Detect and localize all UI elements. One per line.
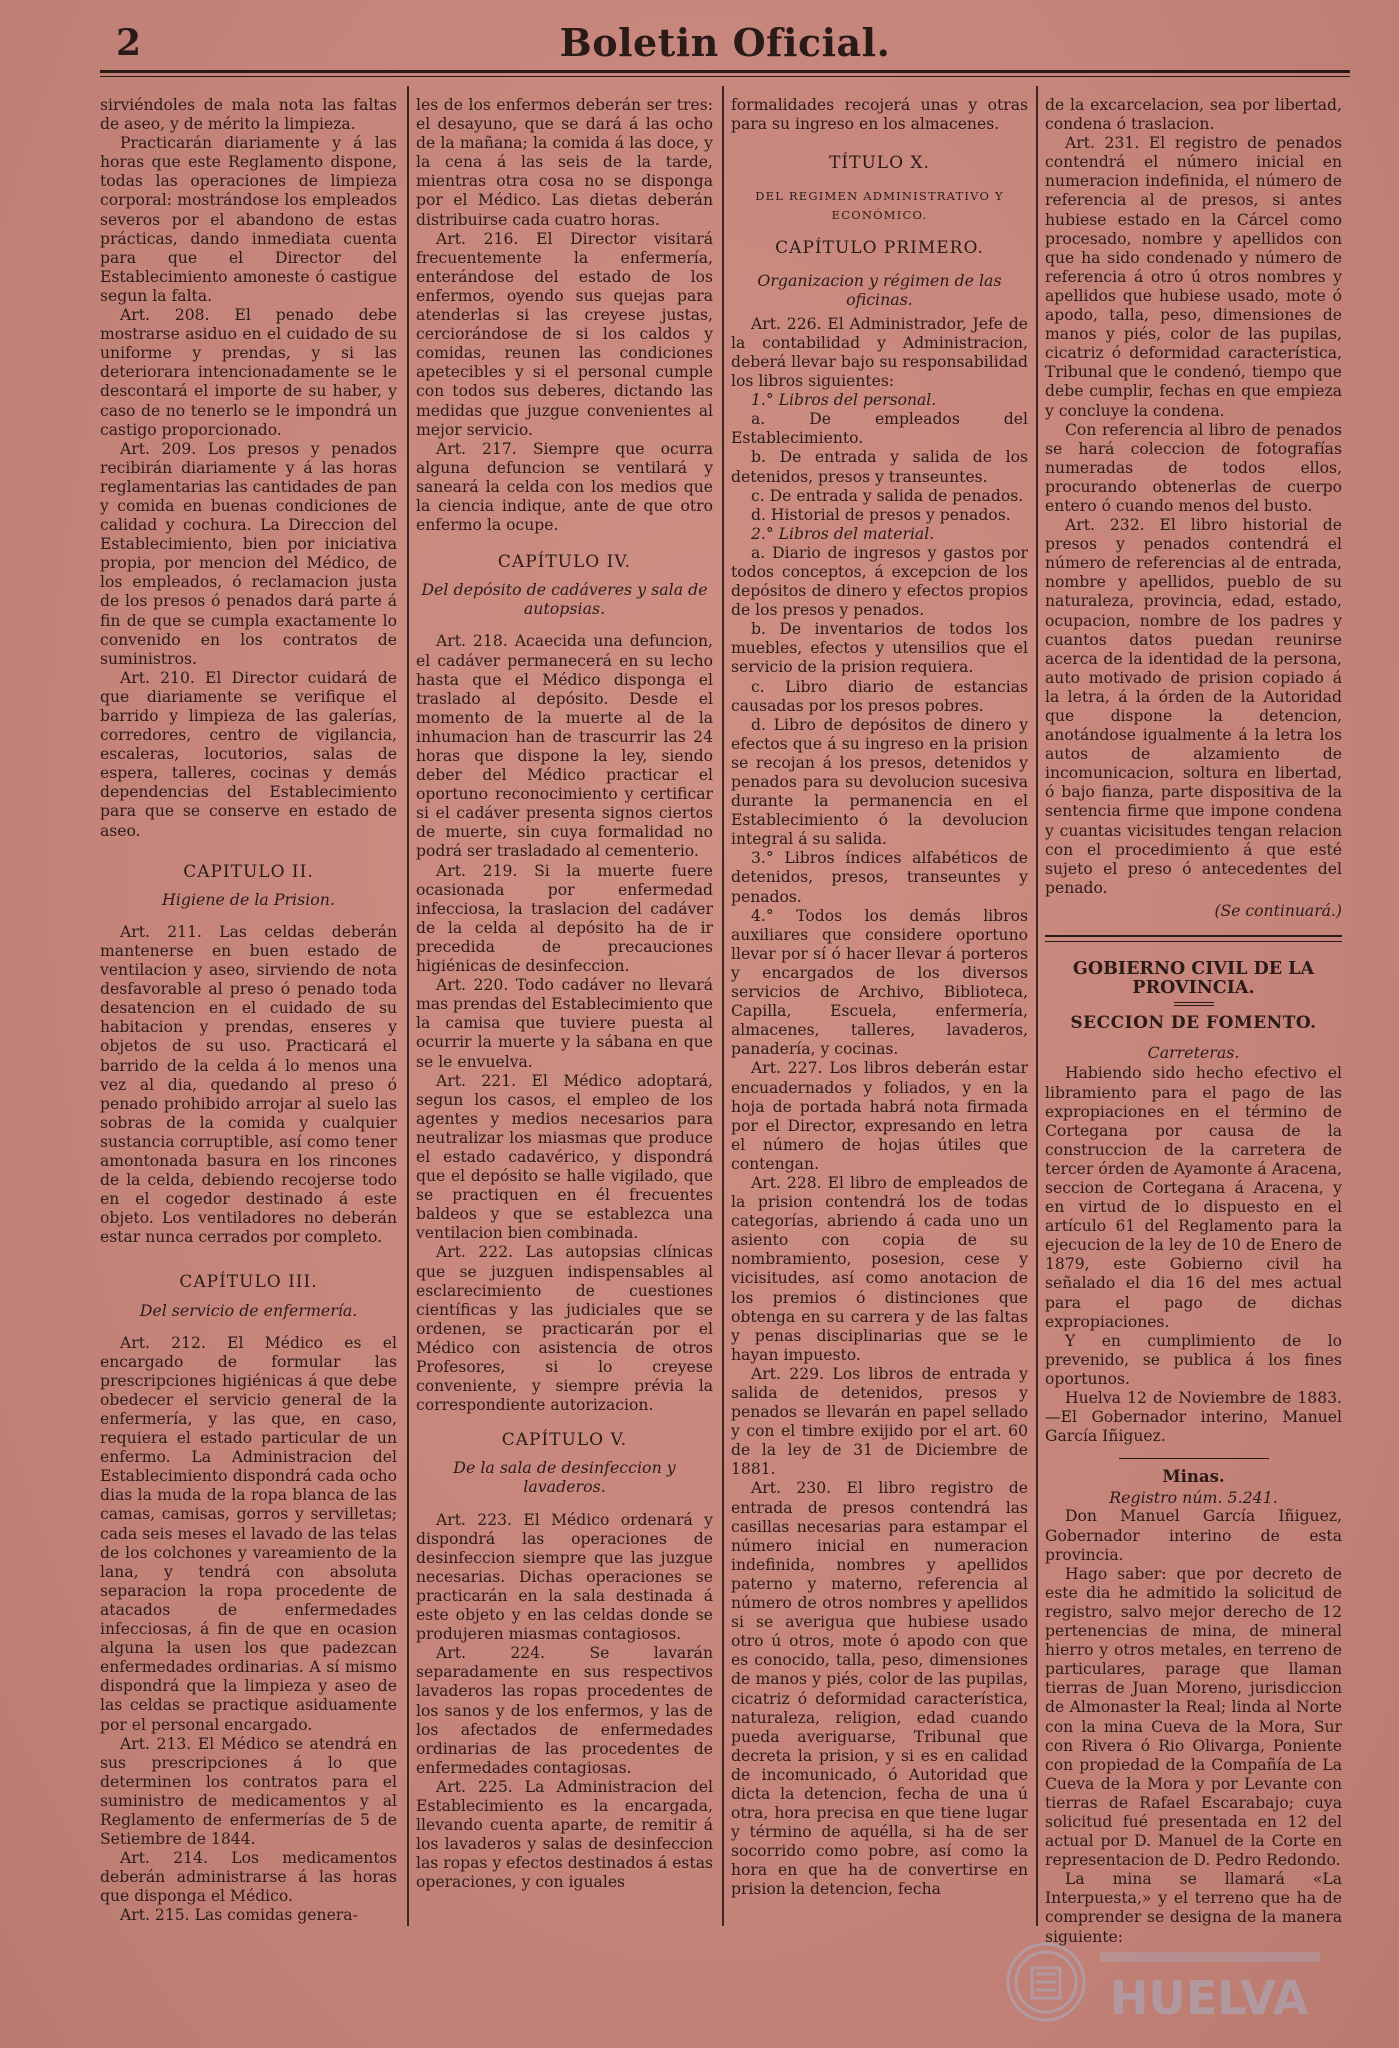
article-217: Art. 217. Siempre que ocurra alguna defuncion se ventilará y saneará la celda con los medios que la ciencia indique, ante de que otro enfermo la ocupe. bbox=[416, 439, 713, 535]
article-213: Art. 213. El Médico se atendrá en sus prescripciones á lo que determinen los contratos para el suministro de medicamentos y al Reglamento de enfermerías de 5 de Setiembre de 1844. bbox=[100, 1734, 397, 1849]
registry-number: Registro núm. 5.241. bbox=[1109, 1488, 1278, 1508]
chapter-heading: CAPÍTULO III. bbox=[179, 1272, 318, 1293]
continued-note: (Se continuará.) bbox=[1214, 901, 1342, 920]
chapter-subtitle: Del servicio de enfermería. bbox=[139, 1300, 358, 1320]
list-item: 1.° Libros del personal. bbox=[751, 391, 937, 410]
article-210: Art. 210. El Director cuidará de que diariamente se verifique el barrido y limpieza de las galerías, corredores, centro de vigilancia, escaleras, locutorios, salas de espera, talleres, cocinas y demás dependencias del Establecimiento para que se conserve en estado de aseo. bbox=[100, 668, 397, 840]
list-item: 4.° Todos los demás libros auxiliares que considere oportuno llevar por sí ó hacer llevar á porteros y encargados de los diversos servicios de Archivo, Biblioteca, Capilla, Escuela, enfermería, almacenes, talleres, lavaderos, panadería, y cocinas. bbox=[731, 906, 1028, 1059]
section-subtitle: Carreteras. bbox=[1147, 1043, 1240, 1063]
list-item: b. De inventarios de todos los muebles, efectos y utensilios que el servicio de la prision requiera. bbox=[731, 620, 1028, 677]
chapter-heading: CAPÍTULO V. bbox=[501, 1430, 628, 1451]
government-heading: GOBIERNO CIVIL DE LA PROVINCIA. bbox=[1072, 959, 1315, 999]
paragraph: de la excarcelacion, sea por libertad, condena ó traslacion. bbox=[1045, 96, 1342, 134]
article-209: Art. 209. Los presos y penados recibirán diariamente y á las horas reglamentarias las cantidades de pan y comida en buenas condiciones de calidad y cochura. La Direccion del Establecimiento, bien por iniciativa propia, por mencion del Médico, de los empleados, ó reclamacion justa de los presos ó penados dará parte á fin de que se cumpla exactamente lo convenido en los contratos de suministros. bbox=[100, 439, 397, 668]
list-item: c. Libro diario de estancias causadas por los presos pobres. bbox=[731, 677, 1028, 715]
ornament-rule bbox=[1174, 1002, 1214, 1006]
list-item: d. Libro de depósitos de dinero y efectos que á su ingreso en la prision se recojan á los presos, detenidos y penados para su devolucion sucesiva durante la permanencia en el Establecimiento ó la devolucion integral á su salida. bbox=[731, 715, 1028, 849]
section-rule bbox=[1045, 935, 1342, 942]
minas-heading: Minas. bbox=[1162, 1467, 1225, 1487]
article-212: Art. 212. El Médico es el encargado de formular las prescripciones higiénicas á que debe obedecer el servicio general de la enfermería, y las que, en caso, requiera el estado particular de un enfermo. La Administracion del Establecimiento dispondrá cada ocho dias la muda de la ropa blanca de las camas, camisas, gorros y servilletas; cada seis meses el lavado de las telas de los colchones y vareamiento de la lana, y tendrá con absoluta separacion la ropa procedente de atacados de enfermedades infecciosas, á fin de que en ocasion alguna la usen los que padezcan enfermedades ordinarias. A sí mismo dispondrá que la limpieza y aseo de las celdas se practique asiduamente por el personal encargado. bbox=[100, 1333, 397, 1734]
article-232: Art. 232. El libro historial de presos y penados contendrá el número de referencias al de entrada, nombre y apellidos, pueblo de su naturaleza, provincia, edad, estado, ocupacion, nombre de los padres y cuantos datos puedan reunirse acerca de la identidad de la persona, auto motivado de prision copiado á la letra, á la órden de la Autoridad que dispone la detencion, anotándose igualmente á la letra los autos de alzamiento de incomunicacion, soltura en libertad, ó bajo fianza, parte dispositiva de la sentencia firme que impone condena y cuantas vicisitudes tengan relacion con el procedimiento á que esté sujeto el preso ó antecedentes del penado. bbox=[1045, 516, 1342, 897]
chapter-heading: CAPÍTULO PRIMERO. bbox=[775, 238, 984, 259]
title-subheading: DEL REGIMEN ADMINISTRATIVO Y ECONÓMICO. bbox=[755, 189, 1004, 223]
masthead-title: Boletin Oficial. bbox=[559, 20, 891, 65]
chapter-heading: CAPÍTULO IV. bbox=[497, 552, 632, 573]
list-item: a. Diario de ingresos y gastos por todos conceptos, á excepcion de los depósitos de dinero y efectos propios de los presos y penados. bbox=[731, 543, 1028, 620]
chapter-subtitle: Organizacion y régimen de las oficinas. bbox=[757, 270, 1002, 309]
column-4 bbox=[1045, 96, 1342, 1946]
title-heading: TÍTULO X. bbox=[829, 153, 930, 174]
signature-line: Huelva 12 de Noviembre de 1883.—El Gobernador interino, Manuel García Iñiguez. bbox=[1045, 1389, 1342, 1446]
chapter-heading: CAPITULO II. bbox=[183, 861, 314, 882]
page-number: 2 bbox=[116, 22, 142, 64]
paragraph: Practicarán diariamente y á las horas que este Reglamento dispone, todas las operaciones de limpieza corporal: mostrándose los empleados severos por el abandono de estas prácticas, dando inmediata cuenta para que el Director del Establecimiento amoneste ó castigue segun la falta. bbox=[100, 134, 397, 305]
paragraph: les de los enfermos deberán ser tres: el desayuno, que se dará á las ocho de la mañana; la comida á las doce, y la cena á las seis de la tarde, mientras otra cosa no se disponga por el Médico. Las dietas deberán distribuirse cada cuatro horas. bbox=[416, 96, 713, 229]
article-214: Art. 214. Los medicamentos deberán administrarse á las horas que disponga el Médico. bbox=[100, 1849, 397, 1906]
article-227: Art. 227. Los libros deberán estar encuadernados y foliados, y en la hoja de portada habrá nota firmada por el Director, expresando en letra el número de hojas útiles que contengan. bbox=[731, 1059, 1028, 1173]
article-208: Art. 208. El penado debe mostrarse asiduo en el cuidado de su uniforme y prendas, y si las deteriorara intencionadamente se le descontará el importe de su haber, y caso de no tenerlo se le impondrá un castigo proporcionado. bbox=[100, 306, 397, 439]
section-heading: SECCION DE FOMENTO. bbox=[1070, 1013, 1317, 1034]
list-item: a. De empleados del Establecimiento. bbox=[731, 410, 1028, 448]
paragraph: sirviéndoles de mala nota las faltas de aseo, y de mérito la limpieza. bbox=[100, 96, 397, 134]
list-item: 3.° Libros índices alfabéticos de detenidos, presos, transeuntes y penados. bbox=[731, 849, 1028, 906]
archive-seal-icon bbox=[1000, 1930, 1340, 2030]
paragraph: Don Manuel García Iñiguez, Gobernador interino de esta provincia. bbox=[1045, 1507, 1342, 1564]
archive-seal-graphic bbox=[1000, 1930, 1340, 2030]
article-228: Art. 228. El libro de empleados de la prision contendrá los de todas categorías, abriendo á cada uno un asiento con copia de su nombramiento, posesion, cese y vicisitudes, así como anotacion de los premios ó distinciones que obtenga en su carrera y de las faltas y penas disciplinarias que se le hayan impuesto. bbox=[731, 1173, 1028, 1364]
divider bbox=[1119, 1458, 1269, 1459]
article-219: Art. 219. Si la muerte fuere ocasionada por enfermedad infecciosa, la traslacion del cadáver de la celda al depósito ha de ir precedida de precauciones higiénicas de desinfeccion. bbox=[416, 861, 713, 976]
paragraph: Y en cumplimiento de lo prevenido, se publica á los fines oportunos. bbox=[1045, 1331, 1342, 1388]
column-divider bbox=[407, 86, 409, 1926]
article-223: Art. 223. El Médico ordenará y dispondrá las operaciones de desinfeccion siempre que las juzgue necesarias. Dichas operaciones se practicarán en la sala destinada á este objeto y en las celdas donde se produjeren miasmas contagiosos. bbox=[416, 1510, 713, 1644]
article-216: Art. 216. El Director visitará frecuentemente la enfermería, enterándose del estado de los enfermos, oyendo sus quejas para atenderlas si las creyese justas, cerciorándose de si los caldos y comidas, reunen las condiciones apetecibles y si el personal cumple con todos sus deberes, dictando las medidas que juzgue convenientes al mejor servicio. bbox=[416, 229, 713, 439]
column-divider bbox=[1036, 86, 1038, 1926]
column-3 bbox=[731, 96, 1028, 1926]
list-item: 2.° Libros del material. bbox=[751, 524, 935, 543]
article-220: Art. 220. Todo cadáver no llevará mas prendas del Establecimiento que la camisa que tuviere puesta al ocurrir la muerte y la sábana en que se le envuelva. bbox=[416, 976, 713, 1071]
article-226: Art. 226. El Administrador, Jefe de la contabilidad y Administracion, deberá llevar bajo su responsabilidad los libros siguientes: bbox=[731, 314, 1028, 391]
article-221: Art. 221. El Médico adoptará, segun los casos, el empleo de los agentes y medios necesarios para neutralizar los miasmas que produce el estado cadavérico, y dispondrá que el depósito se halle vigilado, que se practiquen en él frecuentes baldeos y que se establezca una ventilacion bien combinada. bbox=[416, 1071, 713, 1243]
paragraph: Habiendo sido hecho efectivo el libramiento para el pago de las expropiaciones en el término de Cortegana por causa de la construccion de la carretera de tercer órden de Ayamonte á Aracena, seccion de Cortegana á Aracena, y en virtud de lo dispuesto en el artículo 61 del Reglamento para la ejecucion de la ley de 10 de Enero de 1879, este Gobierno civil ha señalado el dia 16 del mes actual para el pago de dichas expropiaciones. bbox=[1045, 1064, 1342, 1331]
column-2 bbox=[416, 96, 713, 1926]
list-item: c. De entrada y salida de penados. bbox=[751, 486, 1024, 505]
article-222: Art. 222. Las autopsias clínicas que se juzguen indispensables al esclarecimiento de cuestiones científicas y las judiciales que se ordenen, se practicarán por el Médico con asistencia de otros Profesores, si lo creyese conveniente, y siempre prévia la correspondiente autorizacion. bbox=[416, 1243, 713, 1415]
article-225: Art. 225. La Administracion del Establecimiento es la encargada, llevando cuenta aparte, de remitir á los lavaderos y salas de desinfeccion las ropas y efectos destinados á estas operaciones, y con iguales bbox=[416, 1777, 713, 1892]
header-rule-thin bbox=[100, 76, 1350, 77]
list-item: b. De entrada y salida de los detenidos, presos y transeuntes. bbox=[731, 448, 1028, 486]
article-224: Art. 224. Se lavarán separadamente en sus respectivos lavaderos las ropas procedentes de los sanos y de los enfermos, y las de los afectados de enfermedades ordinarias de las procedentes de enfermedades contagiosas. bbox=[416, 1644, 713, 1777]
article-218: Art. 218. Acaecida una defuncion, el cadáver permanecerá en su lecho hasta que el Médico disponga el traslado al depósito. Desde el momento de la muerte al de la inhumacion han de trascurrir las 24 horas que dispone la ley, siendo deber del Médico practicar el oportuno reconocimiento y certificar si el cadáver presenta signos ciertos de muerte, sin cuya formalidad no podrá ser trasladado al cementerio. bbox=[416, 632, 713, 861]
column-divider bbox=[722, 86, 724, 1926]
chapter-subtitle: Del depósito de cadáveres y sala de autopsias. bbox=[421, 580, 708, 619]
column-1 bbox=[100, 96, 397, 1926]
paragraph: formalidades recojerá unas y otras para su ingreso en los almacenes. bbox=[731, 96, 1028, 134]
article-211: Art. 211. Las celdas deberán mantenerse en buen estado de ventilacion y aseo, sirviendo de nota desfavorable al preso ó penado toda desatencion en el cuidado de su habitacion y prendas, enseres y objetos de su uso. Practicará el barrido de la celda á lo menos una vez al dia, quedando al preso ó penado prohibido arrojar al suelo las sobras de la comida y cualquier sustancia corruptible, así como tener amontonada basura en los rincones de la celda, debiendo recojerse todo en el cogedor destinado á este objeto. Los ventiladores no deberán estar nunca cerrados por completo. bbox=[100, 922, 397, 1247]
seal-text: HUELVA bbox=[1110, 1971, 1309, 2025]
paragraph: Con referencia al libro de penados se hará coleccion de fotografías numeradas de todos ellos, procurando obtenerlas de cuerpo entero ó cuando menos del busto. bbox=[1045, 420, 1342, 515]
article-231: Art. 231. El registro de penados contendrá el número inicial en numeracion indefinida, el número de referencia al de presos, si antes hubiese estado en la Cárcel como procesado, nombre y apellidos con que ha sido condenado y número de referencia á otro ú otros nombres y apellidos que hubiese usado, mote ó apodo, talla, peso, dimensiones de manos y piés, color de las pupilas, cicatriz ó deformidad característica, Tribunal que le condenó, tiempo que debe cumplir, fechas en que empieza y concluye la condena. bbox=[1045, 134, 1342, 420]
paragraph: Hago saber: que por decreto de este dia he admitido la solicitud de registro, salvo mejor derecho de 12 pertenencias de mina, de mineral hierro y otros metales, en terreno de particulares, parage que llaman tierras de Juan Moreno, jurisdiccion de Almonaster la Real; linda al Norte con la mina Cueva de la Mora, Sur con Rivera ó Rio Olivarga, Poniente con propiedad de la Compañía de La Cueva de la Mora y por Levante con tierras de Rafael Escarabajo; cuya solicitud fué presentada en 12 del actual por D. Manuel de la Corte en representacion de D. Pedro Redondo. bbox=[1045, 1564, 1342, 1870]
list-item: d. Historial de presos y penados. bbox=[751, 505, 1011, 524]
paragraph: La mina se llamará «La Interpuesta,» y el terreno que ha de comprender se designa de la manera siguiente: bbox=[1045, 1870, 1342, 1946]
article-229: Art. 229. Los libros de entrada y salida de detenidos, presos y penados se llevarán en papel sellado y con el timbre exijido por el art. 60 de la ley de 31 de Diciembre de 1881. bbox=[731, 1364, 1028, 1479]
article-230: Art. 230. El libro registro de entrada de presos contendrá las casillas necesarias para estampar el número inicial en numeracion indefinida, nombres y apellidos paterno y materno, referencia al número de otros nombres y apellidos si se averigua que hubiese usado otro ú otros, mote ó apodo con que es conocido, talla, peso, dimensiones de manos y piés, color de las pupilas, cicatriz ó deformidad característica, naturaleza, religion, edad cuando pueda averiguarse, Tribunal que decreta la prision, y si es en calidad de incomunicado, ó Autoridad que dicta la detencion, fecha de una ú otra, hora precisa en que tiene lugar y término de aquélla, si ha de ser socorrido como pobre, así como la hora en que ha de convertirse en prision la detencion, fecha bbox=[731, 1479, 1028, 1899]
chapter-subtitle: Higiene de la Prision. bbox=[162, 889, 335, 909]
article-215: Art. 215. Las comidas genera- bbox=[120, 1906, 358, 1925]
chapter-subtitle: De la sala de desinfeccion y lavaderos. bbox=[453, 1458, 676, 1497]
header-rule-thick bbox=[100, 70, 1350, 73]
page-header bbox=[100, 14, 1350, 70]
